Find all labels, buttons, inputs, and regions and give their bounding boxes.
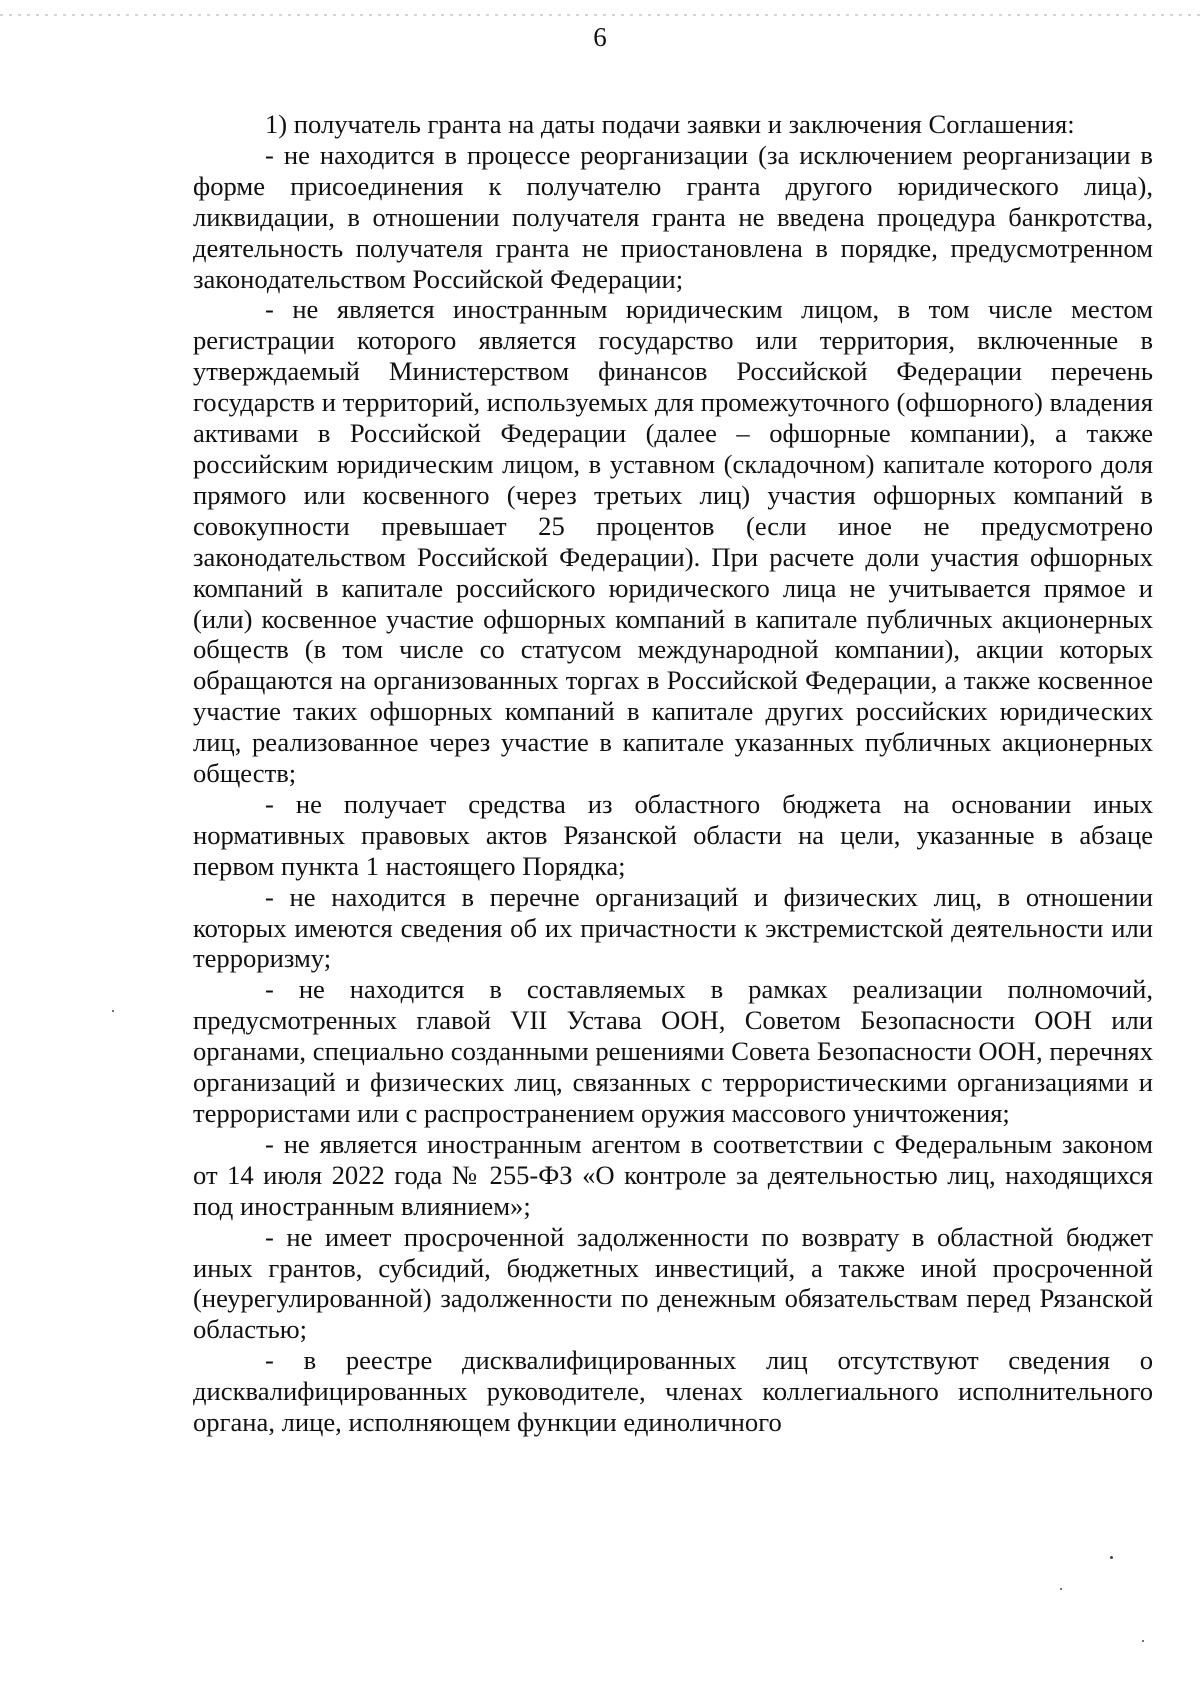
paragraph-item: - не находится в перечне организаций и физических лиц, в отношении которых имеются сведения об их причастности к экстремистской деятельности или терроризму; bbox=[193, 881, 1153, 974]
paragraph-item: - не находится в составляемых в рамках реализации полномочий, предусмотренных главой VII Устава ООН, Советом Безопасности ООН или органами, специально созданными решениями Совета Безопасности ООН, перечнях организаций и физических лиц, связанных с террористическими организациями и террористами или с распространением оружия массового уничтожения; bbox=[193, 974, 1153, 1128]
paragraph-item: - в реестре дисквалифицированных лиц отсутствуют сведения о дисквалифицированных руководителе, членах коллегиального исполнительного органа, лице, исполняющем функции единоличного bbox=[193, 1345, 1153, 1438]
paragraph-item: - не находится в процессе реорганизации (за исключением реорганизации в форме присоединения к получателю гранта другого юридического лица), ликвидации, в отношении получателя гранта не введена процедура банкротства, деятельность получателя гранта не приостановлена в порядке, предусмотренном законодательством Российской Федерации; bbox=[193, 139, 1153, 294]
scan-speck bbox=[1142, 1640, 1144, 1642]
paragraph-item: - не является иностранным юридическим лицом, в том числе местом регистрации которого является государство или территория, включенные в утверждаемый Министерством финансов Российской Федерации перечень государств и территорий, используемых для промежуточного (офшорного) владения активами в Российской Федерации (далее – офшорные компании), а также российским юридическим лицом, в уставном (складочном) капитале которого доля прямого или косвенного (через третьих лиц) участия офшорных компаний в совокупности превышает 25 процентов (если иное не предусмотрено законодательством Российской Федерации). При расчете доли участия офшорных компаний в капитале российского юридического лица не учитывается прямое и (или) косвенное участие офшорных компаний в капитале публичных акционерных обществ (в том числе со статусом международной компании), акции которых обращаются на организованных торгах в Российской Федерации, а также косвенное участие таких офшорных компаний в капитале других российских юридических лиц, реализованное через участие в капитале указанных публичных акционерных обществ; bbox=[193, 294, 1153, 789]
page-number: 6 bbox=[593, 22, 607, 52]
document-body bbox=[193, 109, 1153, 1438]
scan-edge-artifact bbox=[0, 14, 1200, 16]
paragraph-intro: 1) получатель гранта на даты подачи заявки и заключения Соглашения: bbox=[265, 109, 1075, 139]
paragraph-item: - не является иностранным агентом в соответствии с Федеральным законом от 14 июля 2022 года № 255-ФЗ «О контроле за деятельностью лиц, находящихся под иностранным влиянием»; bbox=[193, 1128, 1153, 1221]
scan-speck bbox=[1060, 1588, 1062, 1590]
scan-speck bbox=[1110, 1556, 1113, 1559]
paragraph-item: - не получает средства из областного бюджета на основании иных нормативных правовых актов Рязанской области на цели, указанные в абзаце первом пункта 1 настоящего Порядка; bbox=[193, 788, 1153, 881]
scan-speck bbox=[112, 1010, 114, 1012]
paragraph-item: - не имеет просроченной задолженности по возврату в областной бюджет иных грантов, субсидий, бюджетных инвестиций, а также иной просроченной (неурегулированной) задолженности по денежным обязательствам перед Рязанской областью; bbox=[193, 1221, 1153, 1345]
